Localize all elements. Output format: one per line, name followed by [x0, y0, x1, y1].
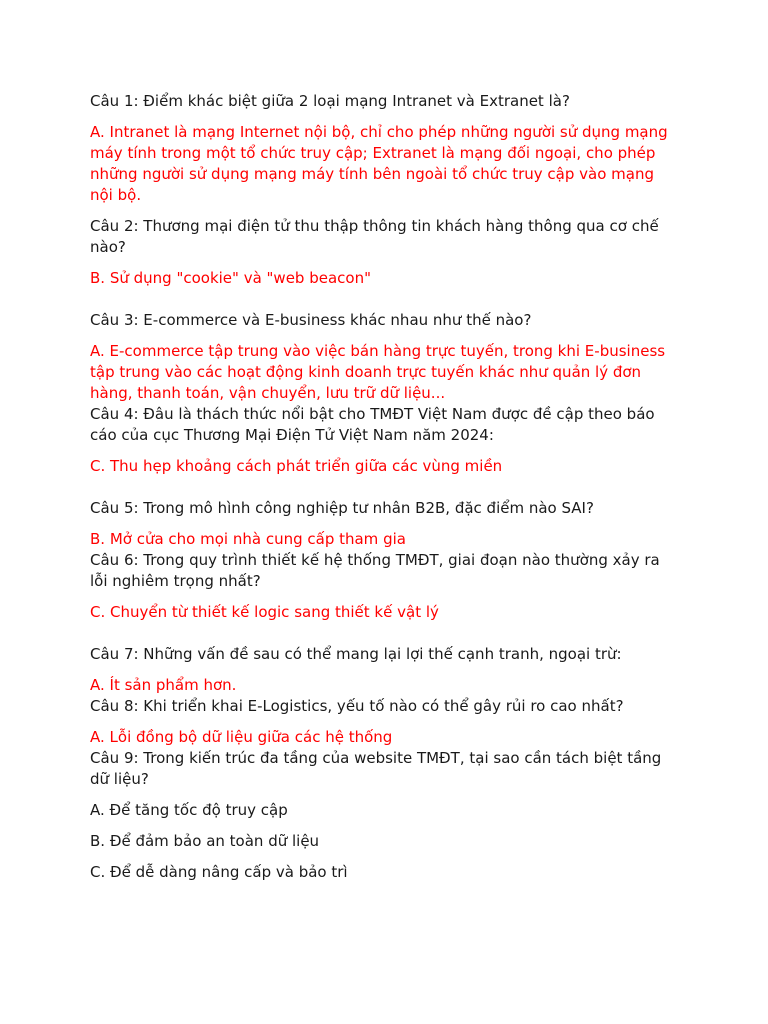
answer-3: A. E-commerce tập trung vào việc bán hàng trực tuyến, trong khi E-business tập trung vào các hoạt động kinh doanh trực tuyến khác như quản lý đơn hàng, thanh toán, vận chuyển, lưu trữ dữ liệu...	[90, 342, 666, 402]
answer-2: B. Sử dụng "cookie" và "web beacon"	[90, 269, 371, 287]
answer-8: A. Lỗi đồng bộ dữ liệu giữa các hệ thống	[90, 728, 393, 746]
answer-6: C. Chuyển từ thiết kế logic sang thiết kế vật lý	[90, 603, 439, 621]
question-2: Câu 2: Thương mại điện tử thu thập thông tin khách hàng thông qua cơ chế nào?	[90, 217, 659, 256]
question-5: Câu 5: Trong mô hình công nghiệp tư nhân B2B, đặc điểm nào SAI?	[90, 499, 594, 517]
question-9: Câu 9: Trong kiến trúc đa tầng của website TMĐT, tại sao cần tách biệt tầng dữ liệu?	[90, 749, 662, 788]
answer-5: B. Mở cửa cho mọi nhà cung cấp tham gia	[90, 530, 406, 548]
question-9-option-b: B. Để đảm bảo an toàn dữ liệu	[90, 832, 320, 850]
answer-4: C. Thu hẹp khoảng cách phát triển giữa các vùng miền	[90, 457, 503, 475]
question-4: Câu 4: Đâu là thách thức nổi bật cho TMĐT Việt Nam được đề cập theo báo cáo của cục Thương Mại Điện Tử Việt Nam năm 2024:	[90, 405, 655, 444]
question-1: Câu 1: Điểm khác biệt giữa 2 loại mạng Intranet và Extranet là?	[90, 92, 570, 110]
question-3: Câu 3: E-commerce và E-business khác nhau như thế nào?	[90, 311, 532, 329]
question-9-option-a: A. Để tăng tốc độ truy cập	[90, 801, 288, 819]
document-page	[90, 91, 680, 883]
question-8: Câu 8: Khi triển khai E-Logistics, yếu tố nào có thể gây rủi ro cao nhất?	[90, 697, 624, 715]
answer-7: A. Ít sản phẩm hơn.	[90, 676, 237, 694]
question-6: Câu 6: Trong quy trình thiết kế hệ thống TMĐT, giai đoạn nào thường xảy ra lỗi nghiêm trọng nhất?	[90, 551, 660, 590]
answer-1: A. Intranet là mạng Internet nội bộ, chỉ cho phép những người sử dụng mạng máy tính trong một tổ chức truy cập; Extranet là mạng đối ngoại, cho phép những người sử dụng mạng máy tính bên ngoài tổ chức truy cập vào mạng nội bộ.	[90, 123, 668, 204]
question-7: Câu 7: Những vấn đề sau có thể mang lại lợi thế cạnh tranh, ngoại trừ:	[90, 645, 622, 663]
question-9-option-c: C. Để dễ dàng nâng cấp và bảo trì	[90, 863, 348, 881]
